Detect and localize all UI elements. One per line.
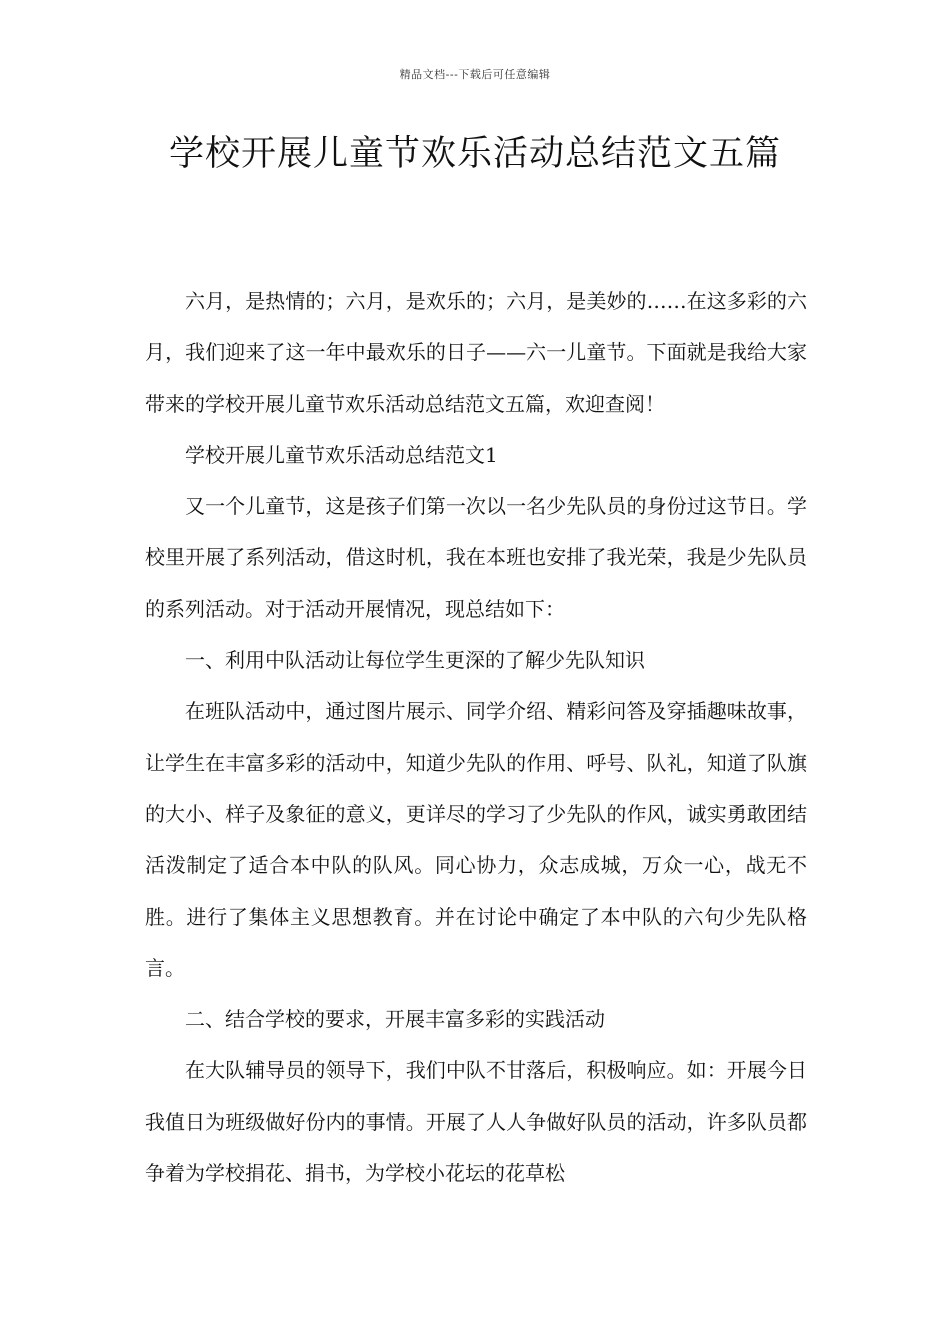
intro-paragraph: 六月，是热情的；六月，是欢乐的；六月，是美妙的……在这多彩的六月，我们迎来了这一年中最欢乐的日子——六一儿童节。下面就是我给大家带来的学校开展儿童节欢乐活动总结范文五篇，欢迎查阅！ (145, 289, 807, 416)
section-heading: 学校开展儿童节欢乐活动总结范文1 (185, 442, 498, 467)
document-title: 学校开展儿童节欢乐活动总结范文五篇 (168, 134, 781, 174)
document-body (145, 276, 807, 1199)
body-paragraph: 在班队活动中，通过图片展示、同学介绍、精彩问答及穿插趣味故事，让学生在丰富多彩的活动中，知道少先队的作用、呼号、队礼，知道了队旗的大小、样子及象征的意义，更详尽的学习了少先队的作风，诚实勇敢团结活泼制定了适合本中队的队风。同心协力，众志成城，万众一心，战无不胜。进行了集体主义思想教育。并在讨论中确定了本中队的六句少先队格言。 (145, 699, 807, 980)
subsection-heading: 一、利用中队活动让每位学生更深的了解少先队知识 (185, 648, 645, 673)
body-paragraph: 在大队辅导员的领导下，我们中队不甘落后，积极响应。如：开展今日我值日为班级做好份内的事情。开展了人人争做好队员的活动，许多队员都争着为学校捐花、捐书，为学校小花坛的花草松 (145, 1058, 807, 1186)
header-note: 精品文档---下载后可任意编辑 (399, 68, 551, 81)
subsection-heading: 二、结合学校的要求，开展丰富多彩的实践活动 (185, 1007, 605, 1032)
body-paragraph: 又一个儿童节，这是孩子们第一次以一名少先队员的身份过这节日。学校里开展了系列活动，借这时机，我在本班也安排了我光荣，我是少先队员的系列活动。对于活动开展情况，现总结如下： (145, 494, 807, 621)
